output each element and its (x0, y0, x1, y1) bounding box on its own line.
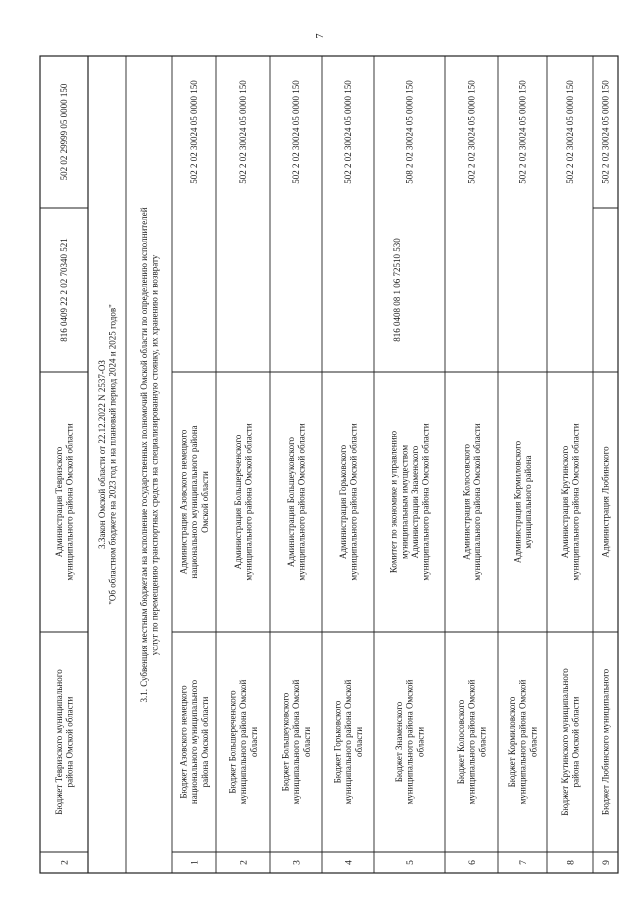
budget-name: области (301, 726, 312, 758)
row-number: 9 (601, 860, 612, 865)
administrator-name: Администрации Знаменского (409, 445, 420, 559)
administrator-name: муниципального района Омской области (243, 423, 254, 581)
budget-name: Бюджет Большереченского (227, 690, 238, 794)
budget-name: национального муниципального (189, 679, 200, 805)
law-heading: 3.Закон Омской области от 22.12.2022 N 2537-ОЗ (96, 360, 107, 549)
budget-name: района Омской области (570, 696, 581, 788)
administrator-name: муниципального района Омской области (420, 423, 431, 581)
row-number: 4 (344, 860, 355, 865)
administrator-name: Администрация Колосовского (461, 443, 472, 560)
budget-name: района Омской области (199, 696, 210, 788)
budget-name: Бюджет Тевризского муниципального (53, 669, 64, 815)
budget-table (40, 56, 618, 873)
budget-name: Бюджет Любинского муниципального (600, 668, 611, 816)
budget-name: муниципального района Омской (343, 679, 354, 805)
administrator-name: Омской области (199, 471, 210, 533)
row-number: 1 (190, 860, 201, 865)
budget-name: Бюджет Большеуковского (280, 692, 291, 792)
budget-name: области (528, 726, 539, 758)
revenue-code: 502 2 02 30024 05 0000 150 (565, 80, 576, 184)
row-number: 6 (467, 860, 478, 865)
budget-name: муниципального района Омской (238, 679, 249, 805)
budget-name: области (415, 726, 426, 758)
budget-name: Бюджет Азовского немецкого (178, 685, 189, 799)
budget-name: Бюджет Знаменского (394, 701, 405, 783)
revenue-code: 502 2 02 30024 05 0000 150 (466, 80, 477, 184)
budget-name: области (353, 726, 364, 758)
revenue-code: 508 2 02 30024 05 0000 150 (404, 80, 415, 184)
budget-name: муниципального района Омской (291, 679, 302, 805)
administrator-name: Администрация Горьковского (337, 444, 348, 560)
administrator-name: Администрация Азовского немецкого (178, 429, 189, 575)
revenue-code: 502 2 02 30024 05 0000 150 (517, 80, 528, 184)
row-number: 8 (566, 860, 577, 865)
page-number: 7 (315, 33, 326, 39)
revenue-code: 502 2 02 30024 05 0000 150 (189, 80, 200, 184)
budget-name: Бюджет Горьковского (332, 700, 343, 784)
budget-name: области (248, 726, 259, 758)
budget-name: Бюджет Крутинского муниципального (559, 668, 570, 816)
merged-expense-code: 816 0408 08 1 06 72510 530 (392, 238, 403, 342)
row-number: 5 (405, 860, 416, 865)
administrator-name: Администрация Любинского (600, 446, 611, 558)
revenue-code: 502 2 02 30024 05 0000 150 (600, 80, 611, 184)
budget-name: муниципального района Омской (517, 679, 528, 805)
administrator-name: муниципального района Омской области (471, 423, 482, 581)
administrator-name: Администрация Большеуковского (285, 436, 296, 568)
budget-name: Бюджет Колосовского (456, 699, 467, 785)
administrator-name: муниципального района Омской области (296, 423, 307, 581)
administrator-name: муниципального района (522, 455, 533, 549)
budget-name: района Омской области (64, 696, 75, 788)
administrator-name: Администрация Тевризского (53, 446, 64, 558)
revenue-code: 502 2 02 30024 05 0000 150 (343, 80, 354, 184)
row-number: 7 (518, 860, 529, 865)
subsection-heading: 3.1. Субвенция местным бюджетам на исполнение государственных полномочий Омской области по определению исполнителей (138, 207, 149, 703)
budget-name: муниципального района Омской (404, 679, 415, 805)
revenue-code: 502 2 02 30024 05 0000 150 (238, 80, 249, 184)
budget-name: муниципального района Омской (466, 679, 477, 805)
budget-name: Бюджет Кормиловского (507, 696, 518, 788)
administrator-name: национального муниципального района (189, 425, 200, 579)
administrator-name: муниципального района Омской области (348, 423, 359, 581)
administrator-name: Комитет по экономике и управлению (388, 430, 399, 574)
expense-code: 816 0409 22 2 02 70340 521 (59, 238, 70, 342)
administrator-name: Администрация Кормиловского (512, 440, 523, 564)
law-heading: "Об областном бюджете на 2023 год и на плановый период 2024 и 2025 годов" (107, 304, 118, 605)
subsection-heading: услуг по перемещению транспортных средств на специализированную стоянку, их хранению и возврату (149, 254, 160, 656)
administrator-name: муниципального района Омской области (570, 423, 581, 581)
revenue-code: 502 02 29999 05 0000 150 (59, 83, 70, 181)
administrator-name: муниципальным имуществом (399, 444, 410, 560)
administrator-name: муниципального района Омской области (64, 423, 75, 581)
row-number: 2 (239, 860, 250, 865)
row-number: 2 (60, 860, 71, 865)
revenue-code: 502 2 02 30024 05 0000 150 (291, 80, 302, 184)
administrator-name: Администрация Крутинского (559, 445, 570, 559)
budget-name: области (477, 726, 488, 758)
administrator-name: Администрация Большереченского (232, 434, 243, 570)
row-number: 3 (292, 860, 303, 865)
